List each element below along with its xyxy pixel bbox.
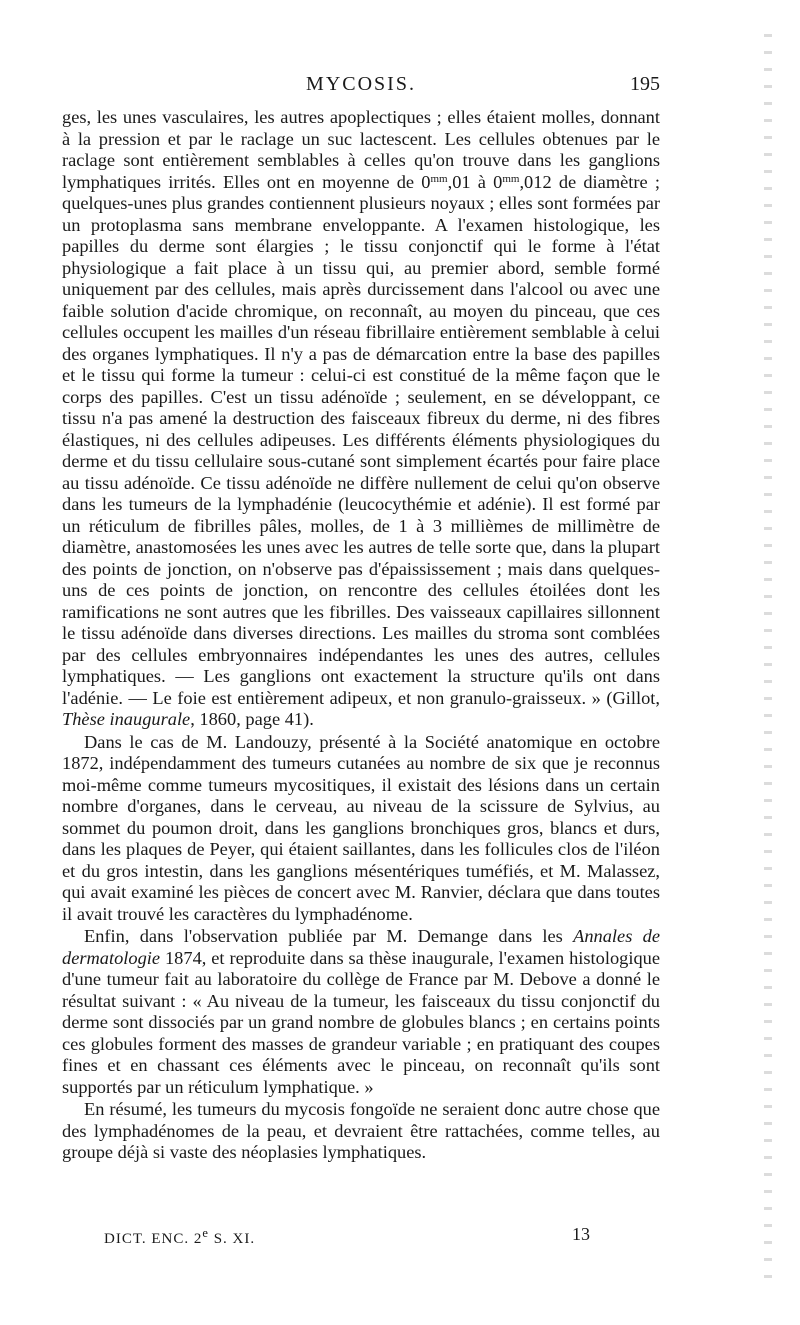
paragraph-3-part-b: 1874, et reproduite dans sa thèse inaugurale, l'examen histologique d'une tumeur fait au laboratoire du collège de France par M. Debove a donné le résultat suivant : « Au niveau de la tumeur, les faisceaux du tissu conjonctif du derme sont dissociés par un grand nombre de globules blancs ; en certains points ces globules forment des masses de grandeur variable ; en pratiquant des coupes fines et en chassant ces éléments avec le pinceau, on reconnaît qu'ils sont supportés par un réticulum lymphatique. » bbox=[62, 947, 660, 1097]
signature-superscript: e bbox=[202, 1226, 209, 1240]
signature-mark bbox=[104, 1226, 255, 1248]
page-number: 195 bbox=[630, 73, 660, 95]
body-text bbox=[62, 107, 660, 1164]
page-footer bbox=[104, 1226, 590, 1248]
paragraph-3 bbox=[62, 926, 660, 1098]
paragraph-2: Dans le cas de M. Landouzy, présenté à la Société anatomique en octobre 1872, indépendamment des tumeurs cutanées au nombre de six que je reconnus moi-même comme tumeurs mycositiques, il existait des lésions dans un certain nombre d'organes, dans le cerveau, au niveau de la scissure de Sylvius, au sommet du poumon droit, dans les ganglions bronchiques gros, blancs et durs, dans les plaques de Peyer, qui étaient saillantes, dans les follicules clos de l'iléon et du gros intestin, dans les ganglions mésentériques tuméfiés, et M. Malassez, qui avait examiné les pièces de concert avec M. Ranvier, déclara que dans toutes il avait trouvé les caractères du lymphadénome. bbox=[62, 731, 660, 924]
journal-title: Annales de dermatologie bbox=[62, 926, 660, 968]
page-header bbox=[62, 73, 660, 99]
paragraph-4: En résumé, les tumeurs du mycosis fongoïde ne seraient donc autre chose que des lymphadénomes de la peau, et devraient être rattachées, comme telles, au groupe déjà si vaste des néoplasies lymphatiques. bbox=[62, 1099, 660, 1162]
paragraph-3-part-a: Enfin, dans l'observation publiée par M. Demange dans les bbox=[84, 926, 574, 946]
running-title: MYCOSIS. bbox=[306, 73, 416, 95]
paragraph-1-part-a: ges, les unes vasculaires, les autres apoplectiques ; elles étaient molles, donnant à la pression et par le raclage un suc lactescent. Les cellules obtenues par le raclage sont entièrement semblables à celles qu'on trouve dans les ganglions lymphatiques irrités. Elles ont en moyenne de 0 bbox=[62, 107, 660, 192]
paragraph-1-part-c: ,012 de diamètre ; quelques-unes plus grandes contiennent plusieurs noyaux ; elles sont formées par un protoplasma sans membrane enveloppante. A l'examen histologique, les papilles du derme sont élargies ; le tissu conjonctif qui le forme à l'état physiologique a fait place à un tissu qui, au premier abord, semble formé uniquement par des cellules, mais après durcissement dans l'alcool ou avec une faible solution d'acide chromique, on reconnaît, au moyen du pinceau, que ces cellules occupent les mailles d'un réseau fibrillaire entièrement semblable à celui des organes lymphatiques. Il n'y a pas de démarcation entre la base des papilles et le tissu qui forme la tumeur : celui-ci est constitué de la même façon que le corps des papilles. C'est un tissu adénoïde ; seulement, en se développant, ce tissu n'a pas amené la destruction des faisceaux fibreux du derme, ni des fibres élastiques, ni des cellules adipeuses. Les différents éléments physiologiques du derme et du tissu cellulaire sous-cutané sont simplement écartés pour faire place au tissu adénoïde. Ce tissu adénoïde ne diffère nullement de celui qu'on observe dans les tumeurs de la lymphadénie (leucocythémie et adénie). Il est formé par un réticulum de fibrilles pâles, molles, de 1 à 3 millièmes de millimètre de diamètre, anastomosées les unes avec les autres de telle sorte que, dans la plupart des points de jonction, on n'observe pas d'épaississement ; mais dans quelques-uns de ces points de jonction, on rencontre des cellules étoilées dont les ramifications ne sont autres que les fibrilles. Des vaisseaux capillaires sillonnent le tissu adénoïde dans diverses directions. Les mailles du stroma sont comblées par des cellules embryonnaires indépendantes les unes des autres, cellules lymphatiques. — Les ganglions ont exactement la structure qu'ils ont dans l'adénie. — Le foie est entièrement adipeux, et non granulo-graisseux. » (Gillot, bbox=[62, 171, 660, 708]
thesis-title: Thèse inaugurale bbox=[62, 709, 191, 729]
paragraph-1-part-d: , 1860, page 41). bbox=[190, 709, 314, 729]
signature-text: DICT. ENC. 2 bbox=[104, 1231, 203, 1247]
scan-margin-artifact bbox=[764, 20, 772, 1290]
signature-series: S. XI. bbox=[208, 1231, 256, 1247]
paragraph-1-part-b: ,01 à 0 bbox=[447, 171, 503, 192]
paragraph-1 bbox=[62, 107, 660, 731]
unit-mm-1: mm bbox=[430, 172, 448, 185]
sheet-number: 13 bbox=[572, 1224, 590, 1244]
unit-mm-2: mm bbox=[502, 172, 520, 185]
